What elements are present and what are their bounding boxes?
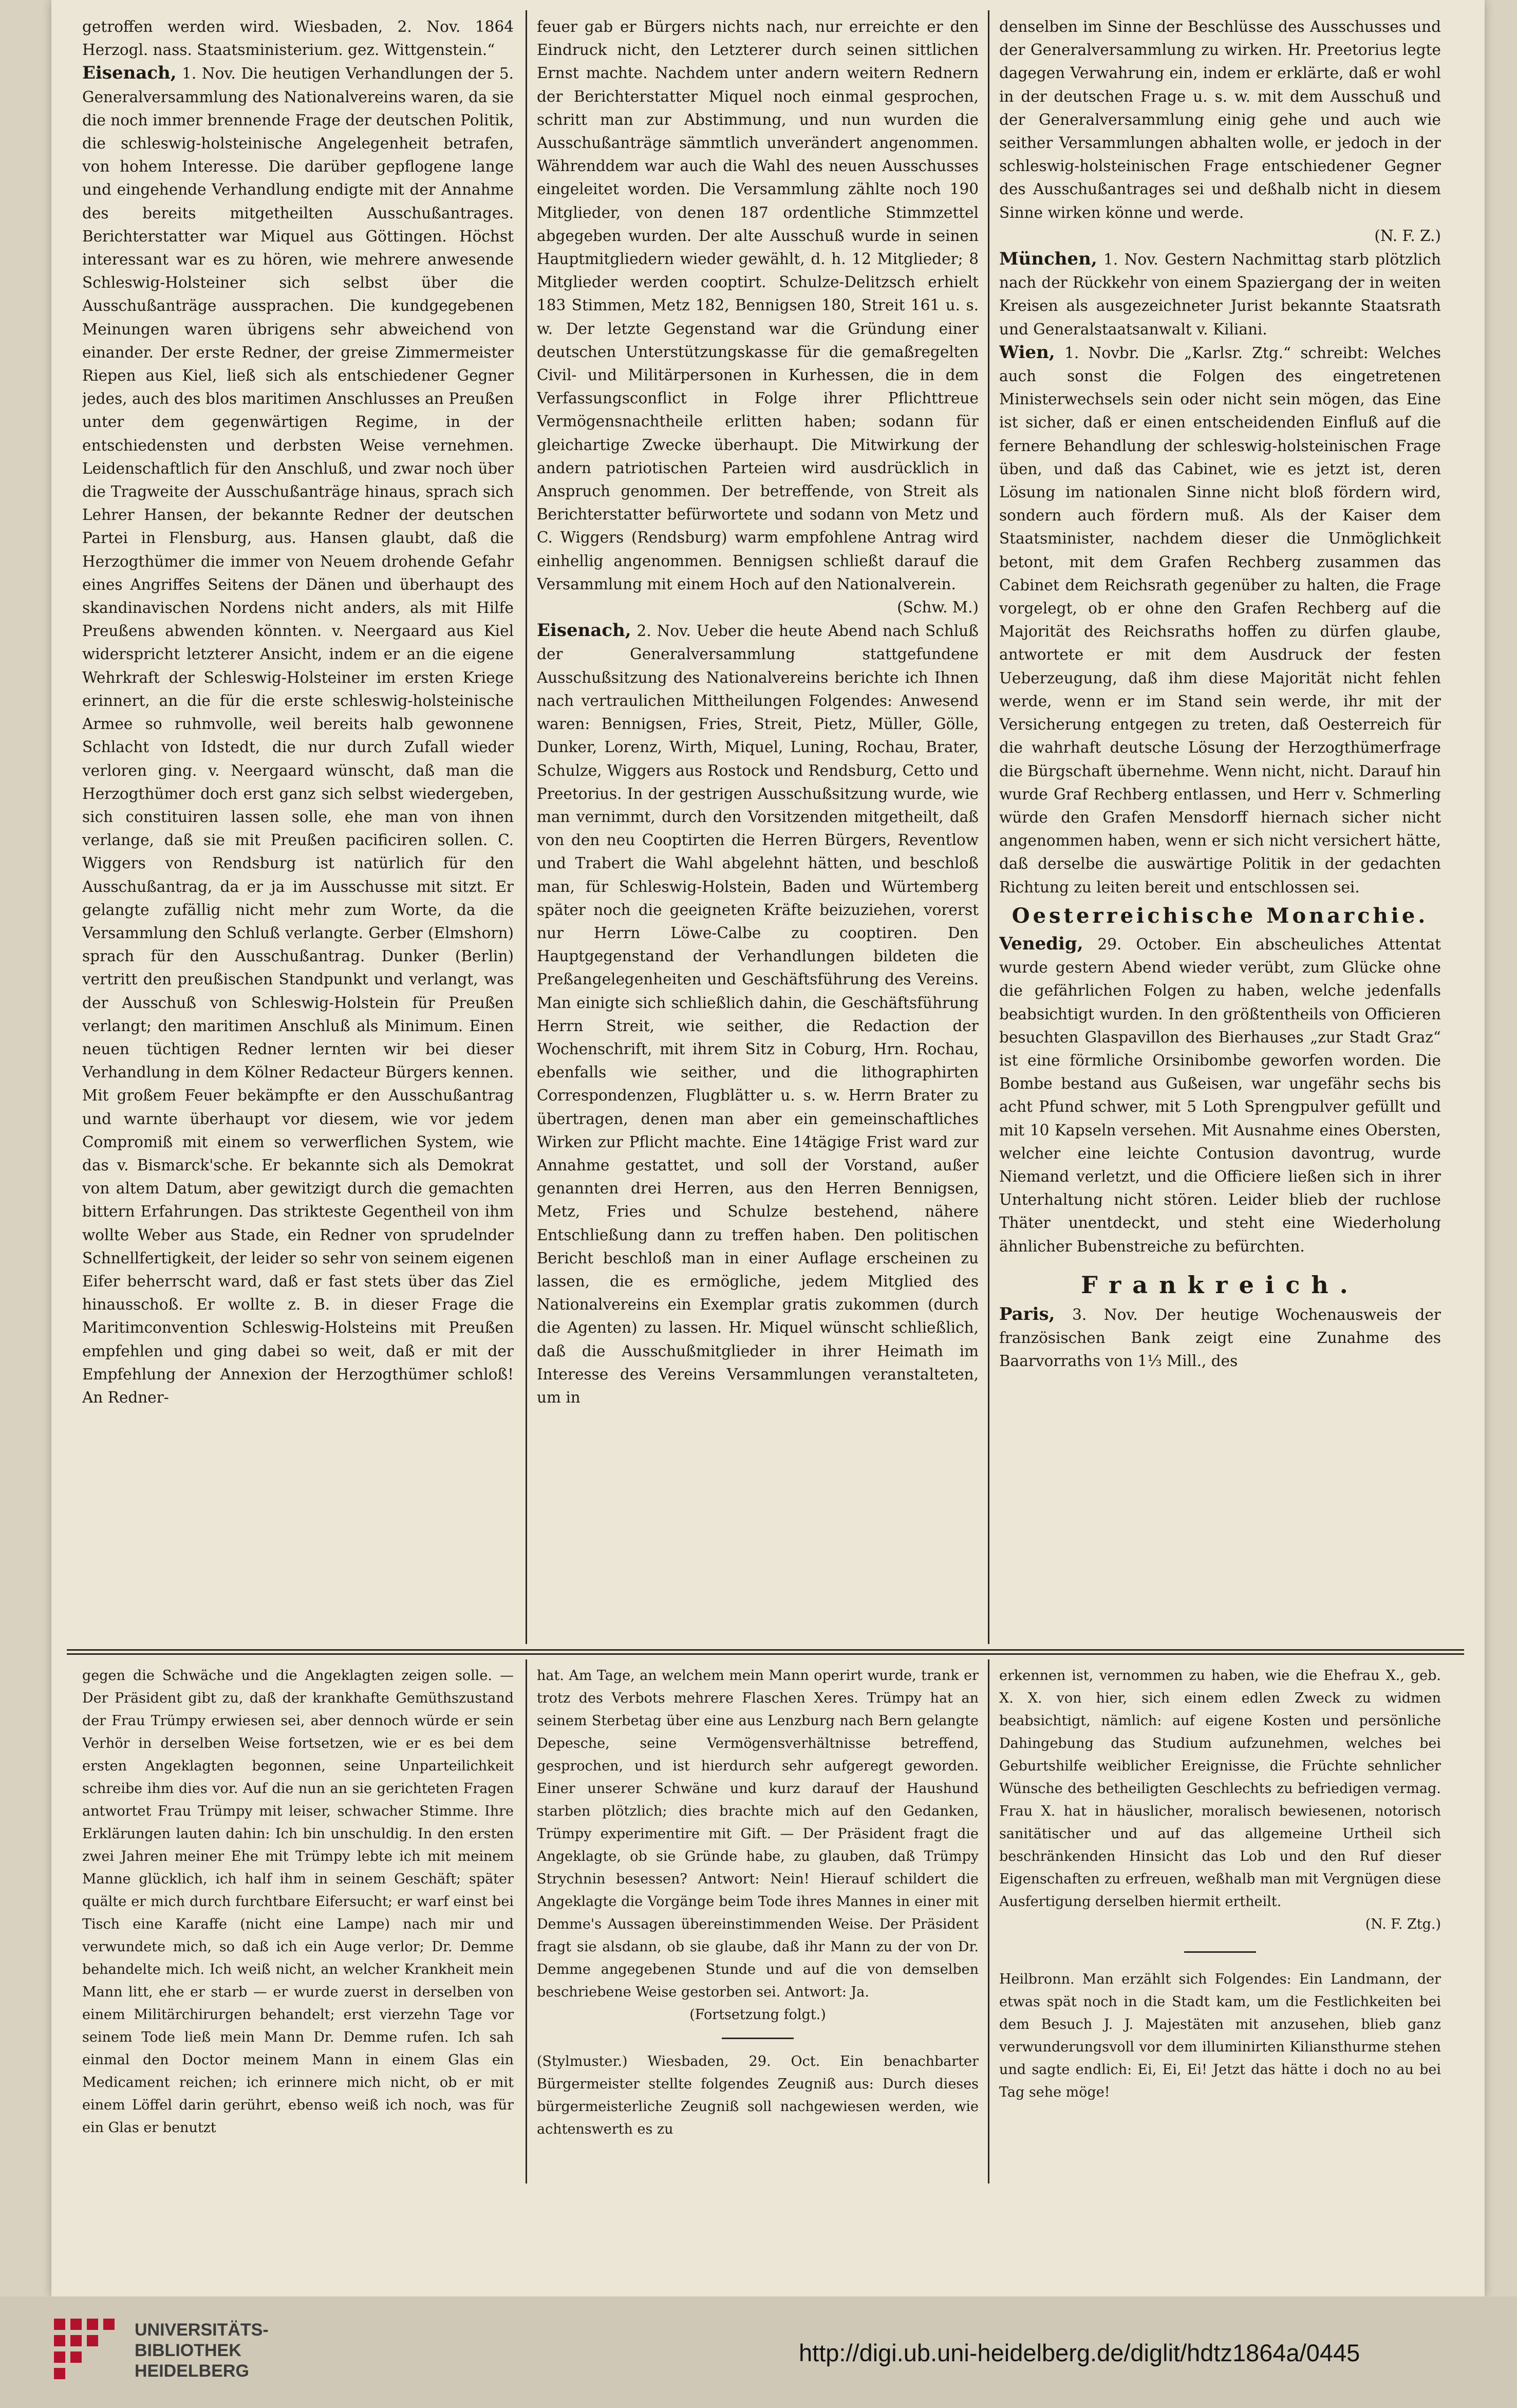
column-3 <box>999 15 1441 1644</box>
column-1 <box>82 15 514 1644</box>
dateline: Wien, <box>999 342 1055 363</box>
dateline: München, <box>999 249 1097 270</box>
article-body: 1. Nov. Die heutigen Verhandlungen der 5. Generalversammlung des Nationalvereins waren, da sie die noch immer brennende Frage der deutschen Politik, die schleswig-holsteinische Angelegenheit betrafen, von hohem Interesse. Die darüber gepflogene lange und eingehende Verhandlung endigte mit der Annahme des bereits mitgetheilten Ausschußantrages. Berichterstatter war Miquel aus Göttingen. Höchst interessant war es zu hören, wie mehrere anwesende Schleswig-Holsteiner sich selbst über die Ausschußanträge aussprachen. Die kundgegebenen Meinungen waren übrigens sehr abweichend von einander. Der erste Redner, der greise Zimmermeister Riepen aus Kiel, ließ sich als entschiedener Gegner jedes, auch des blos maritimen Anschlusses an Preußen unter dem gegenwärtigen Regime, in der entschiedensten und derbsten Weise vernehmen. Leidenschaftlich für den Anschluß, und zwar noch über die Tragweite der Ausschußanträge hinaus, sprach sich Lehrer Hansen, der bekannte Redner der deutschen Partei in Flensburg, aus. Hansen glaubt, daß die Herzogthümer die immer von Neuem drohende Gefahr eines Angriffes Seitens der Dänen und überhaupt des skandinavischen Nordens nicht anders, als mit Hilfe Preußens abwenden könnten. v. Neergaard aus Kiel widerspricht letzterer Ansicht, indem er an die eigene Wehrkraft der Schleswig-Holsteiner im ersten Kriege erinnert, an die für die erste schleswig-holsteinische Armee so ruhmvolle, weil bereits halb gewonnene Schlacht von Idstedt, die nur durch Zufall wieder verloren ging. v. Neergaard wünscht, daß man die Herzogthümer doch erst ganz sich selbst wiedergeben, sich constituiren lassen solle, ehe man von ihnen verlange, daß sie mit Preußen pacificiren sollen. C. Wiggers von Rendsburg ist natürlich für den Ausschußantrag, da er ja im Ausschusse mit sitzt. Er gelangte zufällig nicht mehr zum Worte, da die Versammlung den Schluß verlangte. Gerber (Elmshorn) sprach für den Ausschußantrag. Dunker (Berlin) vertritt den preußischen Standpunkt und verlangt, was der Ausschuß von Schleswig-Holstein für Preußen verlangt; den maritimen Anschluß als Minimum. Einen neuen tüchtigen Redner lernten wir bei dieser Verhandlung in dem Kölner Redacteur Bürgers kennen. Mit großem Feuer bekämpfte er den Ausschußantrag und warnte überhaupt vor diesem, wie vor jedem Compromiß mit einem so verwerflichen System, wie das v. Bismarck'sche. Er bekannte sich als Demokrat von altem Datum, aber gewitzigt durch die gemachten bittern Erfahrungen. Das strikteste Gegentheil von ihm wollte Weber aus Stade, ein Redner von sprudelnder Schnellfertigkeit, der leider so sehr von seinem eigenen Eifer beherrscht ward, daß er fast stets über das Ziel hinausschoß. Er wollte z. B. in dieser Frage die Maritimconvention Schleswig-Holsteins mit Preußen empfehlen und ging dabei so weit, daß er mit der Empfehlung der Annexion der Herzogthümer schloß! An Redner- <box>82 65 514 1406</box>
article-eisenach-1 <box>82 62 514 1409</box>
article-body: 2. Nov. Ueber die heute Abend nach Schluß der Generalversammlung stattgefundene Ausschußsitzung des Nationalvereins berichte ich Ihnen nach vertraulichen Mittheilungen Folgendes: Anwesend waren: Bennigsen, Fries, Streit, Pietz, Müller, Gölle, Dunker, Lorenz, Wirth, Miquel, Luning, Rochau, Brater, Schulze, Wiggers aus Rostock und Rendsburg, Cetto und Preetorius. In der gestrigen Ausschußsitzung wurde, wie man vernimmt, durch den Vorsitzenden mitgetheilt, daß von den neu Cooptirten die Herren Bürgers, Reventlow und Trabert die Wahl abgelehnt hätten, und beschloß man, für Schleswig-Holstein, Baden und Würtemberg später noch die geeigneten Kräfte beizuziehen, vorerst nur Herrn Löwe-Calbe zu cooptiren. Den Hauptgegenstand der Verhandlungen bildeten die Preßangelegenheiten und Geschäftsführung des Vereins. Man einigte sich schließlich dahin, die Geschäftsführung Herrn Streit, wie seither, die Redaction der Wochenschrift, mit ihrem Sitz in Coburg, Hrn. Rochau, ebenfalls wie seither, und die lithographirten Correspondenzen, Flugblätter u. s. w. Herrn Brater zu übertragen, denen man aber ein gemeinschaftliches Wirken zur Pflicht machte. Eine 14tägige Frist ward zur Annahme gestattet, und soll der Vorstand, außer genannten drei Herren, aus den Herren Bennigsen, Metz, Fries und Schulze bestehend, nähere Entschließung dann zu treffen haben. Den politischen Bericht beschloß man in einer Auflage erscheinen zu lassen, die es ermögliche, jedem Mitglied des Nationalvereins ein Exemplar gratis zukommen (durch die Agenten) zu lassen. Hr. Miquel wünscht schließlich, daß die Ausschußmitglieder in ihrer Heimath im Interesse des Vereins Versammlungen veranstalteten, um in <box>537 622 979 1406</box>
source-note: (N. F. Z.) <box>1374 227 1441 245</box>
article-body: 1. Nov. Gestern Nachmittag starb plötzlich nach der Rückkehr von einem Spaziergang der in weiten Kreisen als ausgezeichneter Jurist bekannte Staatsrath und Generalstaatsanwalt v. Kiliani. <box>999 251 1441 338</box>
library-name-line: HEIDELBERG <box>135 2361 249 2381</box>
feuilleton-text: Heilbronn. Man erzählt sich Folgendes: Ein Landmann, der etwas spät noch in die Stadt kam, um die Festlichkeiten bei dem Besuch J. J. Majestäten mit anzusehen, blieb ganz verwunderungsvoll vor dem illuminirten Kiliansthurme stehen und sagte endlich: Ei, Ei, Ei! Jetzt das hätte i doch no au bei Tag sehe möge! <box>999 1971 1441 2100</box>
article-paris <box>999 1303 1441 1373</box>
section-heading-austria: Oesterreichische Monarchie. <box>1012 903 1429 928</box>
feuilleton-rule <box>67 1653 1464 1655</box>
library-name-line: UNIVERSITÄTS- <box>135 2320 269 2340</box>
column-rule <box>526 10 527 1644</box>
article-eisenach-2 <box>537 619 979 1409</box>
column-rule <box>988 10 989 1644</box>
dateline: Paris, <box>999 1303 1055 1324</box>
feuilleton-rule <box>67 1649 1464 1651</box>
dateline: Eisenach, <box>82 63 177 84</box>
column-rule <box>526 1659 527 2183</box>
source-note: (Schw. M.) <box>897 599 979 617</box>
library-name <box>135 2320 269 2381</box>
article-continued: denselben im Sinne der Beschlüsse des Ausschusses und der Generalversammlung zu wirken. Hr. Preetorius legte dagegen Verwahrung ein, indem er erklärte, daß er wohl in der deutschen Frage u. s. w. mit dem Ausschuß und der Generalversammlung einig gehe und auch wie seither Versammlungen abhalten wolle, er jedoch in der schleswig-holsteinischen Frage entschiedener Gegner des Ausschußantrages sei und deßhalb nicht in diesem Sinne wirken könne und werde. <box>999 18 1441 221</box>
column-2 <box>537 15 979 1644</box>
feuilleton-column-1 <box>82 1665 514 2183</box>
article-body: 29. October. Ein abscheuliches Attentat wurde gestern Abend wieder verübt, zum Glücke ohne die gefährlichen Folgen zu haben, welche jedenfalls beabsichtigt wurden. In den größtentheils von Officieren besuchten Glaspavillon des Bierhauses „zur Stadt Graz“ ist eine förmliche Orsinibombe geworfen worden. Die Bombe bestand aus Gußeisen, war ungefähr sechs bis acht Pfund schwer, mit 5 Loth Sprengpulver gefüllt und mit 10 Kapseln versehen. Mit Ausnahme eines Obersten, welcher eine leichte Contusion davontrug, wurde Niemand verletzt, und die Officiere ließen sich in ihrer Unterhaltung nicht stören. Leider blieb der ruchlose Thäter unentdeckt, und steht eine Wiederholung ähnlicher Bubenstreiche zu befürchten. <box>999 935 1441 1255</box>
article-body: 3. Nov. Der heutige Wochenausweis der französischen Bank zeigt eine Zunahme des Baarvorraths von 1⅓ Mill., des <box>999 1305 1441 1370</box>
feuilleton-text: hat. Am Tage, an welchem mein Mann operirt wurde, trank er trotz des Verbots mehrere Flaschen Xeres. Trümpy hat an seinem Sterbetag über eine aus Lenzburg nach Bern gelangte Depesche, seine Vermögensverhältnisse betreffend, gesprochen, und ist hierdurch sehr aufgeregt geworden. Einer unserer Schwäne und kurz darauf der Haushund starben plötzlich; dies brachte mich auf den Gedanken, Trümpy experimentire mit Gift. — Der Präsident fragt die Angeklagte, ob sie Gründe habe, zu glauben, daß Trümpy Strychnin besessen? Antwort: Nein! Hierauf schildert die Angeklagte die Vorgänge beim Tode ihres Mannes in einer mit Demme's Aussagen übereinstimmenden Weise. Der Präsident fragt sie alsdann, ob sie glaube, daß ihr Mann zu der von Dr. Demme angegebenen Stunde und auf die von demselben beschriebene Weise gestorben sei. Antwort: Ja. <box>537 1668 979 2000</box>
permalink-url[interactable]: http://digi.ub.uni-heidelberg.de/diglit/hdtz1864a/0445 <box>799 2339 1360 2366</box>
article-muenchen <box>999 248 1441 341</box>
feuilleton-text: erkennen ist, vernommen zu haben, wie die Ehefrau X., geb. X. X. von hier, sich einem edlen Zweck zu widmen beabsichtigt, nämlich: auf eigene Kosten und persönliche Dahingebung das Studium aufzunehmen, welches bei Geburtshilfe weiblicher Ereignisse, die Früchte sehnlicher Wünsche des betheiligten Geschlechts zu befriedigen vermag. Frau X. hat in häuslicher, moralisch bewiesenen, notorisch sanitätischer und auf das allgemeine Urtheil sich beschränkenden Hinsicht das Lob und den Ruf dieser Eigenschaften zu erfreuen, weßhalb man mit Vergnügen diese Ausfertigung derselben hiermit ertheilt. <box>999 1668 1441 1910</box>
continuation-note: (Fortsetzung folgt.) <box>689 2007 826 2023</box>
university-library-logo-icon <box>49 2313 126 2391</box>
feuilleton-text: (Stylmuster.) Wiesbaden, 29. Oct. Ein benachbarter Bürgermeister stellte folgendes Zeugniß aus: Durch dieses bürgermeisterliche Zeugniß soll nachgewiesen werden, wie achtenswerth es zu <box>537 2054 979 2137</box>
feuilleton-column-2 <box>537 1665 979 2183</box>
dateline: Eisenach, <box>537 620 631 641</box>
feuilleton-text: gegen die Schwäche und die Angeklagten zeigen solle. — Der Präsident gibt zu, daß der krankhafte Gemüthszustand der Frau Trümpy erwiesen sei, aber dennoch würde er sein Verhör in derselben Weise fortsetzen, wie er es bei dem ersten Angeklagten begonnen, seine Unparteilichkeit schreibe ihm dies vor. Auf die nun an sie gerichteten Fragen antwortet Frau Trümpy mit leiser, schwacher Stimme. Ihre Erklärungen lauten dahin: Ich bin unschuldig. In den ersten zwei Jahren meiner Ehe mit Trümpy lebte ich mit meinem Manne glücklich, ich half ihm in seinem Geschäft; später quälte er mich durch furchtbare Eifersucht; er warf einst bei Tisch eine Karaffe (nicht eine Lampe) nach mir und verwundete mich, so daß ich ein Auge verlor; Dr. Demme behandelte mich. Ich weiß nicht, an welcher Krankheit mein Mann litt, ehe er starb — er wurde zuerst in derselben von einem Militärchirurgen behandelt; erst vierzehn Tage vor seinem Tode ließ mein Mann Dr. Demme rufen. Ich sah einmal den Doctor meinem Mann in einem Glas ein Medicament reichen; ich erinnere mich nicht, ob er mit einem Löffel darin gerührt, ebenso weiß ich noch, was für ein Glas er benutzt <box>82 1668 514 2136</box>
article-wien <box>999 341 1441 899</box>
article-body: 1. Novbr. Die „Karlsr. Ztg.“ schreibt: Welches auch sonst die Folgen des eingetretenen Ministerwechsels sein oder nicht sein mögen, das Eine ist sicher, daß er einen entscheidenden Einfluß auf die fernere Behandlung der schleswig-holsteinischen Frage üben, und daß das Cabinet, wie es jetzt ist, deren Lösung im nationalen Sinne nicht bloß fördern wird, sondern auch fördern muß. Als der Kaiser dem Staatsminister, nachdem dieser die Unmöglichkeit betont, mit dem Grafen Rechberg zusammen das Cabinet dem Reichsrath gegenüber zu halten, die Frage vorgelegt, ob er ohne den Grafen Rechberg auf die Majorität des Reichsraths hoffen zu dürfen glaube, antwortete er mit dem Ausdruck der festen Ueberzeugung, daß ihm diese Majorität nicht fehlen werde, wenn er im Stand sein werde, ihr mit der Versicherung entgegen zu treten, daß Oesterreich für die wahrhaft deutsche Lösung der Herzogthümerfrage die Bürgschaft übernehme. Wenn nicht, nicht. Darauf hin wurde Graf Rechberg entlassen, und Herr v. Schmerling würde den Grafen Mensdorff hiernach sicher nicht angenommen haben, wenn er sich nicht versichert hätte, daß derselbe die auswärtige Politik in der gedachten Richtung zu leiten bereit und entschlossen sei. <box>999 344 1441 896</box>
source-note: (N. F. Ztg.) <box>1365 1916 1441 1932</box>
feuilleton-column-3 <box>999 1665 1441 2183</box>
article-venedig <box>999 932 1441 1258</box>
short-rule <box>722 2038 794 2039</box>
section-heading-france: Frankreich. <box>1081 1271 1359 1299</box>
short-rule <box>1184 1951 1256 1953</box>
library-name-line: BIBLIOTHEK <box>135 2341 241 2360</box>
article-continued: feuer gab er Bürgers nichts nach, nur erreichte er den Eindruck nicht, den Letzterer durch seinen sittlichen Ernst machte. Nachdem unter andern weitern Rednern der Berichterstatter Miquel noch einmal gesprochen, schritt man zur Abstimmung, und nun wurden die Ausschußanträge sämmtlich unverändert angenommen. Währenddem war auch die Wahl des neuen Ausschusses eingeleitet worden. Die Versammlung zählte noch 190 Mitglieder, von denen 187 ordentliche Stimmzettel abgegeben wurden. Der alte Ausschuß wurde in seinen Hauptmitgliedern wieder gewählt, d. h. 12 Mitglieder; 8 Mitglieder werden cooptirt. Schulze-Delitzsch erhielt 183 Stimmen, Metz 182, Bennigsen 180, Streit 161 u. s. w. Der letzte Gegenstand war die Gründung einer deutschen Unterstützungskasse für die gemaßregelten Civil- und Militärpersonen in Kurhessen, die in dem Verfassungsconflict in Folge ihrer Pflichttreue Vermögensnachtheile erlitten haben; sodann für gleichartige Zwecke überhaupt. Die Mitwirkung der andern patriotischen Parteien wird ausdrücklich in Anspruch genommen. Der betreffende, von Streit als Berichterstatter befürwortete und sodann von Metz und C. Wiggers (Rendsburg) warm empfohlene Antrag wird einhellig angenommen. Bennigsen schließt darauf die Versammlung mit einem Hoch auf den Nationalverein. <box>537 18 979 593</box>
dateline: Venedig, <box>999 933 1083 954</box>
column-rule <box>988 1659 989 2183</box>
article-end: getroffen werden wird. Wiesbaden, 2. Nov. 1864 Herzogl. nass. Staatsministerium. gez. Wittgenstein.“ <box>82 18 514 59</box>
